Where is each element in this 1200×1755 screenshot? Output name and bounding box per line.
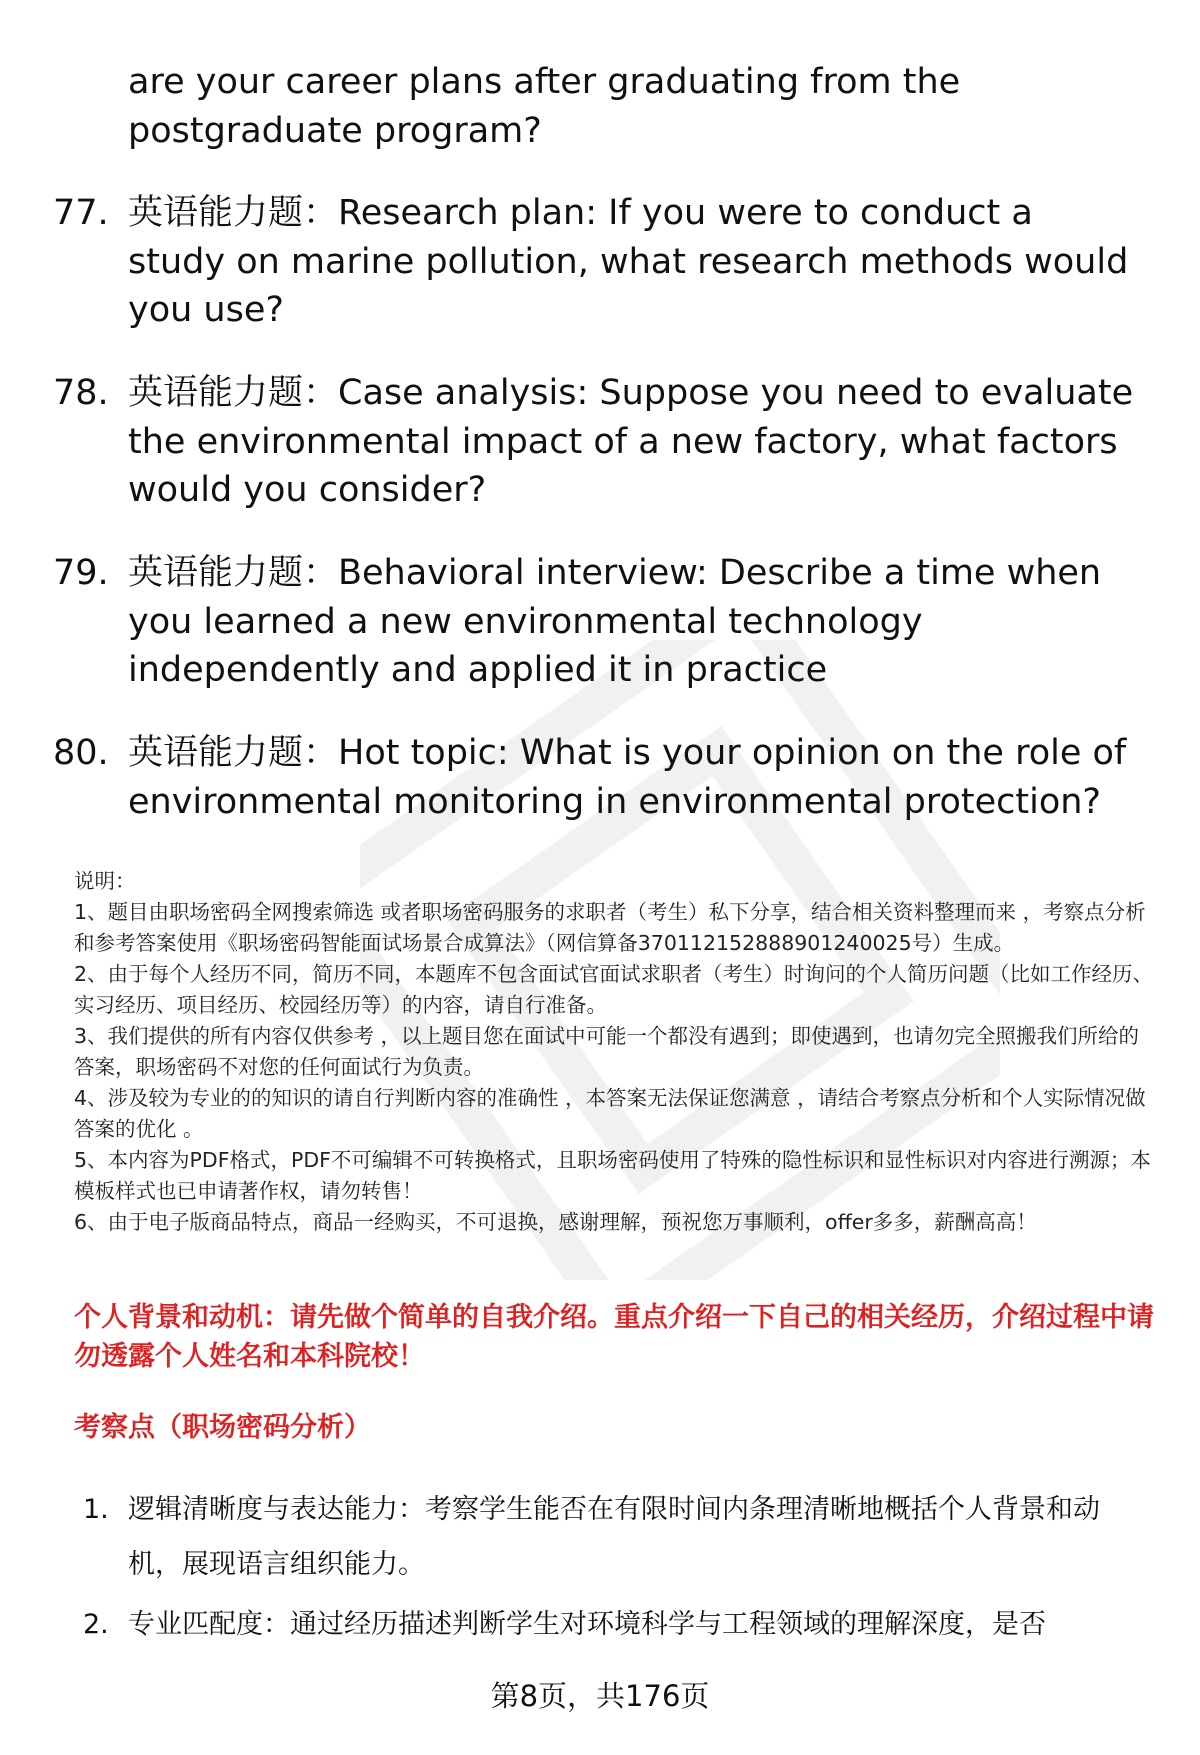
question-text: 英语能力题：Case analysis: Suppose you need to evaluate the environmental impact of a new factory, what factors would you consider? bbox=[128, 373, 1134, 510]
question-text: are your career plans after graduating from the postgraduate program? bbox=[128, 62, 961, 151]
question-number: 78. bbox=[53, 373, 109, 413]
notes-title: 说明： bbox=[74, 869, 136, 893]
focus-item-text: 逻辑清晰度与表达能力：考察学生能否在有限时间内条理清晰地概括个人背景和动机，展现语言组织能力。 bbox=[128, 1494, 1100, 1580]
note-item: 1、题目由职场密码全网搜索筛选 或者职场密码服务的求职者（考生）私下分享，结合相关资料整理而来 ，考察点分析和参考答案使用《职场密码智能面试场景合成算法》（网信算备370112152888901240025号）生成。 bbox=[74, 900, 1146, 955]
note-item: 2、由于每个人经历不同，简历不同，本题库不包含面试官面试求职者（考生）时询问的个人简历问题（比如工作经历、实习经历、项目经历、校园经历等）的内容，请自行准备。 bbox=[74, 962, 1154, 1017]
section-question: 个人背景和动机：请先做个简单的自我介绍。重点介绍一下自己的相关经历，介绍过程中请勿透露个人姓名和本科院校！ bbox=[74, 1302, 1154, 1372]
focus-item-number: 1. bbox=[83, 1494, 109, 1525]
note-item: 3、我们提供的所有内容仅供参考 ，以上题目您在面试中可能一个都没有遇到；即使遇到，也请勿完全照搬我们所给的答案，职场密码不对您的任何面试行为负责。 bbox=[74, 1024, 1140, 1079]
question-text: 英语能力题：Behavioral interview: Describe a time when you learned a new environmental technology independently and applied it in practice bbox=[128, 553, 1102, 690]
focus-item-number: 2. bbox=[83, 1609, 109, 1640]
page-footer: 第8页，共176页 bbox=[490, 1679, 710, 1713]
notes-section bbox=[74, 866, 1154, 1238]
question-number: 77. bbox=[53, 193, 109, 233]
note-item: 6、由于电子版商品特点，商品一经购买，不可退换，感谢理解，预祝您万事顺利，offer多多，薪酬高高！ bbox=[74, 1210, 1037, 1234]
note-item: 4、涉及较为专业的的知识的请自行判断内容的准确性 ，本答案无法保证您满意 ，请结合考察点分析和个人实际情况做答案的优化 。 bbox=[74, 1086, 1146, 1141]
section-focus-title: 考察点（职场密码分析） bbox=[74, 1412, 371, 1443]
note-item: 5、本内容为PDF格式，PDF不可编辑不可转换格式，且职场密码使用了特殊的隐性标识和显性标识对内容进行溯源；本模板样式也已申请著作权，请勿转售！ bbox=[74, 1148, 1151, 1203]
question-text: 英语能力题：Research plan: If you were to conduct a study on marine pollution, what research methods would you use? bbox=[128, 193, 1129, 330]
question-number: 80. bbox=[53, 733, 109, 773]
question-number: 79. bbox=[53, 553, 109, 593]
focus-item-text: 专业匹配度：通过经历描述判断学生对环境科学与工程领域的理解深度，是否 bbox=[128, 1609, 1046, 1640]
question-text: 英语能力题：Hot topic: What is your opinion on the role of environmental monitoring in environmental protection? bbox=[128, 733, 1127, 822]
